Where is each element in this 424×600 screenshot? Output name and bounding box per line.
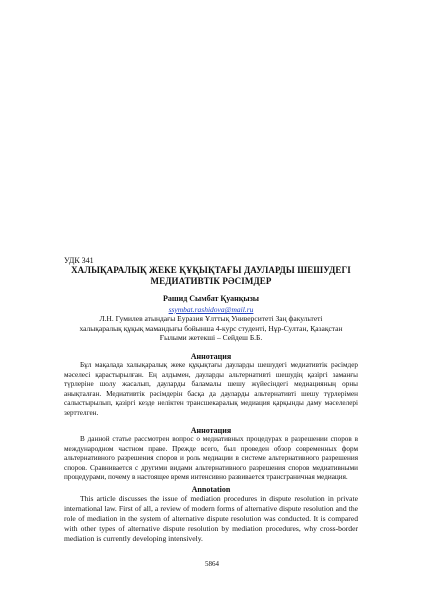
affiliation-line-2: халықаралық құқық мамандығы бойынша 4-курс студенті, Нұр-Султан, Қазақстан	[79, 323, 343, 333]
ru-abstract-text: В данной статье рассмотрен вопрос о медиативных процедурах в разрешении споров в международном частном праве. Прежде всего, был проведен обзор современных форм альтернативного разрешения споров и роль медиации в системе альтернативного разрешения споров. Сравнивается с другими видами альтернативного разрешения споров медиативными процедурами, почему в настоящее время интенсивно развивается трансграничная медиация.	[64, 435, 358, 481]
author-name: Рашид Сымбат Қуанқызы	[162, 294, 260, 303]
title-line-2: МЕДИАТИВТІК РӘСІМДЕР	[150, 276, 272, 286]
author-affiliation	[64, 314, 358, 343]
affiliation-line-3: Ғылыми жетекші – Сейдеш Б.Б.	[159, 333, 263, 342]
kz-abstract-text: Бұл мақалада халықаралық жеке құқықтағы дауларды шешудегі медиативтік рәсімдер мәселесі қарастырылған. Ең алдымен, дауларды альтернативті шешудің қазіргі заманғы түрлеріне шолу жасалып, дауларды баламалы шешу жүйесіндегі медиацияның орны анықталған. Медиативтік рәсімдерін басқа да дауларды альтернативті шешу түрлерімен салыстырылып, қазіргі кезде неліктен трансшекаралық медиация қарқынды даму мәселелері зерттелген.	[64, 361, 358, 417]
article-title	[64, 265, 358, 287]
en-abstract-text: This article discusses the issue of mediation procedures in dispute resolution in private international law. First of all, a review of modern forms of alternative dispute resolution and the role of mediation in the system of alternative dispute resolution was conducted. It is compared with other types of alternative dispute resolution by mediation procedures, why cross-border mediation is currently developing intensively.	[64, 494, 358, 543]
author-email-link[interactable]: ssymbat.rashidova@mail.ru	[168, 305, 254, 314]
ru-abstract-heading: Аннотация	[190, 426, 232, 435]
kz-abstract-heading: Аннотация	[190, 352, 232, 361]
affiliation-line-1: Л.Н. Гумилев атындағы Еуразия Ұлттық Университеті Заң факультеті	[99, 314, 323, 323]
udc-code: УДК 341	[64, 256, 94, 265]
title-line-1: ХАЛЫҚАРАЛЫҚ ЖЕКЕ ҚҰҚЫҚТАҒЫ ДАУЛАРДЫ ШЕШУДЕГІ	[71, 265, 351, 275]
page-number: 5864	[205, 560, 219, 568]
en-abstract-heading: Annotation	[191, 485, 231, 494]
